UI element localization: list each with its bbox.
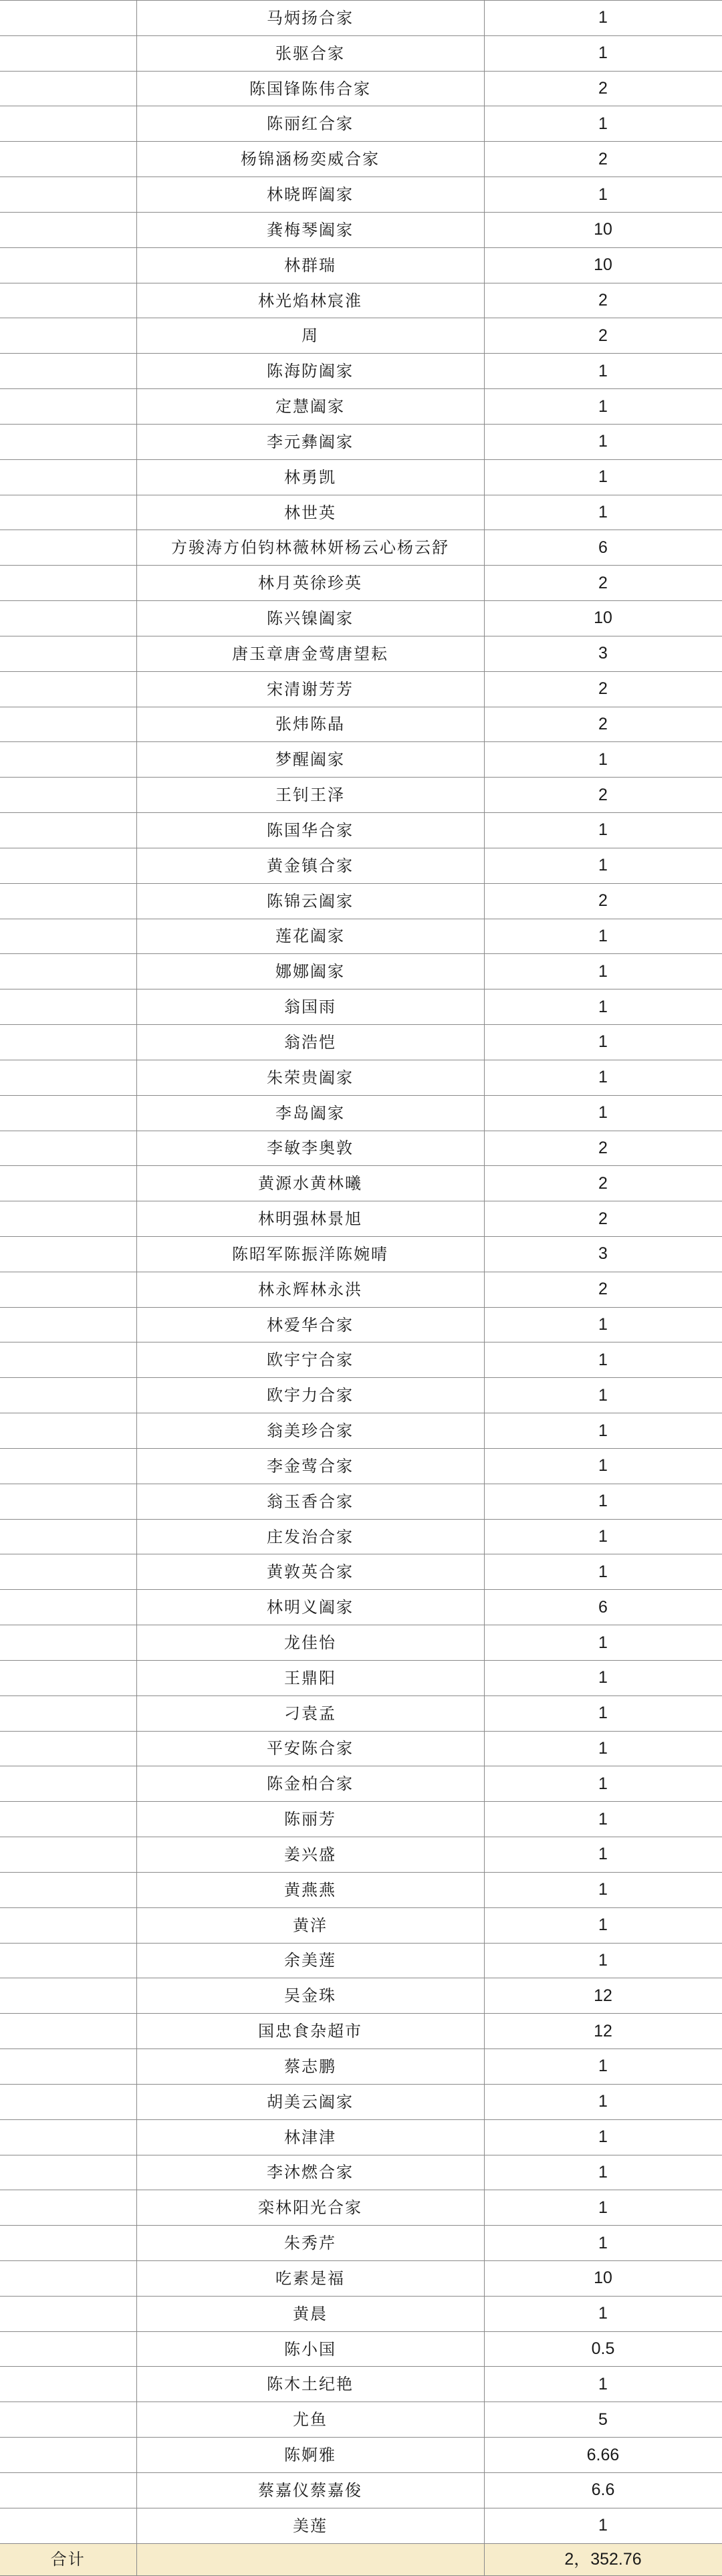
table-row	[0, 2331, 722, 2367]
table-row	[0, 35, 722, 71]
index-cell	[0, 2119, 136, 2155]
donor-name: 朱荣贵阖家	[136, 1060, 484, 1095]
table-row	[0, 354, 722, 389]
donation-amount: 1	[484, 1484, 722, 1519]
table-row	[0, 671, 722, 707]
table-row	[0, 2014, 722, 2049]
donation-amount: 1	[484, 2508, 722, 2543]
donor-name: 张驱合家	[136, 35, 484, 71]
table-row	[0, 566, 722, 601]
index-cell	[0, 1837, 136, 1873]
table-row	[0, 1272, 722, 1307]
donor-name: 林晓晖阖家	[136, 177, 484, 213]
donation-amount: 1	[484, 1837, 722, 1873]
donor-name: 陈婀雅	[136, 2438, 484, 2473]
index-cell	[0, 707, 136, 742]
donor-name: 莲花阖家	[136, 919, 484, 954]
table-row	[0, 212, 722, 247]
table-row	[0, 2190, 722, 2226]
index-cell	[0, 2402, 136, 2438]
donor-name: 宋清谢芳芳	[136, 671, 484, 707]
index-cell	[0, 2331, 136, 2367]
table-row	[0, 530, 722, 566]
table-row	[0, 1625, 722, 1661]
donor-name: 黄洋	[136, 1907, 484, 1943]
table-row	[0, 1095, 722, 1131]
index-cell	[0, 1484, 136, 1519]
table-row	[0, 601, 722, 636]
donor-name: 陈兴镍阖家	[136, 601, 484, 636]
donation-amount: 1	[484, 989, 722, 1025]
table-row	[0, 2508, 722, 2543]
donor-name: 林爱华合家	[136, 1307, 484, 1342]
donor-name: 黄源水黄林曦	[136, 1166, 484, 1201]
donor-name: 林月英徐珍英	[136, 566, 484, 601]
donation-amount: 2	[484, 318, 722, 354]
donor-name: 蔡志鹏	[136, 2049, 484, 2085]
index-cell	[0, 1166, 136, 1201]
index-cell	[0, 2049, 136, 2085]
table-row	[0, 247, 722, 283]
index-cell	[0, 1060, 136, 1095]
donation-amount: 1	[484, 1448, 722, 1484]
table-row	[0, 1448, 722, 1484]
donor-name: 李岛阖家	[136, 1095, 484, 1131]
index-cell	[0, 424, 136, 459]
index-cell	[0, 177, 136, 213]
donation-amount: 1	[484, 742, 722, 778]
donor-name: 林世英	[136, 495, 484, 530]
donor-name: 黄晨	[136, 2296, 484, 2331]
table-row	[0, 707, 722, 742]
donation-amount: 2	[484, 1131, 722, 1166]
table-row	[0, 1872, 722, 1907]
index-cell	[0, 247, 136, 283]
donation-amount: 12	[484, 1978, 722, 2014]
donor-name: 龙佳怡	[136, 1625, 484, 1661]
donation-amount: 1	[484, 1554, 722, 1590]
table-row	[0, 813, 722, 848]
table-row	[0, 1978, 722, 2014]
donation-amount: 1	[484, 1060, 722, 1095]
index-cell	[0, 813, 136, 848]
donor-name: 欧宇力合家	[136, 1378, 484, 1413]
table-row	[0, 1060, 722, 1095]
index-cell	[0, 142, 136, 177]
donor-name: 陈小国	[136, 2331, 484, 2367]
donation-amount: 1	[484, 2190, 722, 2226]
donor-name: 王钊王泽	[136, 778, 484, 813]
index-cell	[0, 283, 136, 318]
table-row	[0, 1201, 722, 1237]
donor-name: 陈昭军陈振洋陈婉晴	[136, 1236, 484, 1272]
donor-name: 马炳扬合家	[136, 1, 484, 36]
table-row	[0, 848, 722, 883]
table-row	[0, 1236, 722, 1272]
donation-amount: 1	[484, 424, 722, 459]
table-row	[0, 1802, 722, 1837]
donor-name: 陈海防阖家	[136, 354, 484, 389]
donor-name: 娜娜阖家	[136, 954, 484, 989]
donation-amount: 1	[484, 35, 722, 71]
donation-amount: 1	[484, 2296, 722, 2331]
index-cell	[0, 2438, 136, 2473]
table-row	[0, 1554, 722, 1590]
table-row	[0, 389, 722, 425]
table-row	[0, 2084, 722, 2119]
table-row	[0, 1695, 722, 1731]
table-row	[0, 2226, 722, 2261]
donor-name: 陈国华合家	[136, 813, 484, 848]
donor-name: 林明义阖家	[136, 1590, 484, 1625]
table-row	[0, 106, 722, 142]
table-row	[0, 71, 722, 106]
donation-amount: 1	[484, 495, 722, 530]
table-row	[0, 919, 722, 954]
donor-name: 庄发治合家	[136, 1519, 484, 1554]
donor-name: 陈国锋陈伟合家	[136, 71, 484, 106]
index-cell	[0, 212, 136, 247]
donor-name: 张炜陈晶	[136, 707, 484, 742]
index-cell	[0, 1307, 136, 1342]
donation-amount: 1	[484, 954, 722, 989]
donation-amount: 1	[484, 354, 722, 389]
donor-name: 李沐燃合家	[136, 2155, 484, 2190]
index-cell	[0, 778, 136, 813]
index-cell	[0, 848, 136, 883]
donation-amount: 1	[484, 1660, 722, 1695]
donor-name: 朱秀芹	[136, 2226, 484, 2261]
donation-amount: 1	[484, 106, 722, 142]
donation-amount: 1	[484, 1766, 722, 1802]
donor-name: 余美莲	[136, 1943, 484, 1978]
donor-name: 黄敦英合家	[136, 1554, 484, 1590]
donor-name: 翁浩恺	[136, 1025, 484, 1060]
total-spacer-cell	[136, 2543, 484, 2575]
table-row	[0, 2261, 722, 2297]
table-row	[0, 1943, 722, 1978]
index-cell	[0, 2226, 136, 2261]
donor-name: 胡美云阖家	[136, 2084, 484, 2119]
index-cell	[0, 1943, 136, 1978]
donation-amount: 2	[484, 778, 722, 813]
donation-amount: 1	[484, 2049, 722, 2085]
table-row	[0, 459, 722, 495]
index-cell	[0, 530, 136, 566]
donation-rows	[0, 1, 722, 2544]
donor-name: 陈丽红合家	[136, 106, 484, 142]
donor-name: 林群瑞	[136, 247, 484, 283]
donation-amount: 2	[484, 142, 722, 177]
index-cell	[0, 989, 136, 1025]
donation-amount: 3	[484, 636, 722, 671]
donation-amount: 2	[484, 883, 722, 919]
index-cell	[0, 1660, 136, 1695]
donation-amount: 1	[484, 1943, 722, 1978]
donation-amount: 1	[484, 1342, 722, 1378]
index-cell	[0, 2155, 136, 2190]
index-cell	[0, 1342, 136, 1378]
donation-amount: 6	[484, 1590, 722, 1625]
index-cell	[0, 1, 136, 36]
donation-amount: 0.5	[484, 2331, 722, 2367]
index-cell	[0, 1872, 136, 1907]
donation-amount: 6.66	[484, 2438, 722, 2473]
index-cell	[0, 1907, 136, 1943]
donor-name: 陈木土纪艳	[136, 2367, 484, 2402]
donation-amount: 1	[484, 1, 722, 36]
donation-amount: 1	[484, 1625, 722, 1661]
table-row	[0, 1307, 722, 1342]
donor-name: 美莲	[136, 2508, 484, 2543]
donor-name: 定慧阖家	[136, 389, 484, 425]
index-cell	[0, 2084, 136, 2119]
donation-amount: 1	[484, 813, 722, 848]
donation-amount: 10	[484, 212, 722, 247]
donation-amount: 1	[484, 2084, 722, 2119]
table-row	[0, 1519, 722, 1554]
index-cell	[0, 354, 136, 389]
donation-amount: 2	[484, 566, 722, 601]
table-row	[0, 1166, 722, 1201]
table-row	[0, 177, 722, 213]
donation-amount: 2	[484, 671, 722, 707]
donor-name: 吃素是福	[136, 2261, 484, 2297]
donation-amount: 1	[484, 1025, 722, 1060]
index-cell	[0, 1978, 136, 2014]
table-row	[0, 636, 722, 671]
table-row	[0, 2119, 722, 2155]
donation-amount: 1	[484, 1872, 722, 1907]
table-row	[0, 1907, 722, 1943]
index-cell	[0, 2190, 136, 2226]
index-cell	[0, 919, 136, 954]
donation-amount: 3	[484, 1236, 722, 1272]
donor-name: 龚梅琴阖家	[136, 212, 484, 247]
donor-name: 林光焰林宸淮	[136, 283, 484, 318]
table-row	[0, 1025, 722, 1060]
donation-amount: 1	[484, 1519, 722, 1554]
index-cell	[0, 566, 136, 601]
table-row	[0, 424, 722, 459]
donation-amount: 2	[484, 1272, 722, 1307]
table-row	[0, 989, 722, 1025]
table-row	[0, 1, 722, 36]
index-cell	[0, 1519, 136, 1554]
index-cell	[0, 71, 136, 106]
donation-amount: 1	[484, 1307, 722, 1342]
donation-amount: 1	[484, 389, 722, 425]
index-cell	[0, 1731, 136, 1766]
index-cell	[0, 883, 136, 919]
donation-amount: 1	[484, 2226, 722, 2261]
index-cell	[0, 1095, 136, 1131]
index-cell	[0, 954, 136, 989]
donor-name: 陈丽芳	[136, 1802, 484, 1837]
index-cell	[0, 636, 136, 671]
donor-name: 陈锦云阖家	[136, 883, 484, 919]
donation-amount: 2	[484, 71, 722, 106]
donor-name: 梦醒阖家	[136, 742, 484, 778]
index-cell	[0, 2296, 136, 2331]
donation-amount: 10	[484, 2261, 722, 2297]
table-row	[0, 2402, 722, 2438]
donor-name: 唐玉章唐金莺唐望耘	[136, 636, 484, 671]
donor-name: 翁国雨	[136, 989, 484, 1025]
donation-amount: 1	[484, 848, 722, 883]
donation-amount: 2	[484, 283, 722, 318]
donation-amount: 10	[484, 601, 722, 636]
donor-name: 林津津	[136, 2119, 484, 2155]
donation-amount: 1	[484, 2367, 722, 2402]
donor-name: 杨锦涵杨奕威合家	[136, 142, 484, 177]
index-cell	[0, 1590, 136, 1625]
index-cell	[0, 495, 136, 530]
index-cell	[0, 389, 136, 425]
index-cell	[0, 1201, 136, 1237]
table-row	[0, 742, 722, 778]
donation-amount: 1	[484, 1802, 722, 1837]
index-cell	[0, 1802, 136, 1837]
donation-amount: 5	[484, 2402, 722, 2438]
table-row	[0, 2438, 722, 2473]
table-row	[0, 283, 722, 318]
table-row	[0, 2367, 722, 2402]
total-row	[0, 2543, 722, 2575]
donation-amount: 1	[484, 1731, 722, 1766]
index-cell	[0, 1695, 136, 1731]
donor-name: 李元彝阖家	[136, 424, 484, 459]
table-row	[0, 1378, 722, 1413]
table-row	[0, 495, 722, 530]
index-cell	[0, 671, 136, 707]
donation-amount: 1	[484, 2119, 722, 2155]
donor-name: 蔡嘉仪蔡嘉俊	[136, 2472, 484, 2508]
donor-name: 李敏李奥敦	[136, 1131, 484, 1166]
table-row	[0, 2155, 722, 2190]
index-cell	[0, 459, 136, 495]
table-row	[0, 1837, 722, 1873]
table-row	[0, 2472, 722, 2508]
donor-name: 李金莺合家	[136, 1448, 484, 1484]
donor-name: 平安陈合家	[136, 1731, 484, 1766]
donation-amount: 1	[484, 1413, 722, 1449]
donor-name: 欧宇宁合家	[136, 1342, 484, 1378]
table-row	[0, 1766, 722, 1802]
table-row	[0, 1484, 722, 1519]
table-row	[0, 778, 722, 813]
donor-name: 林永辉林永洪	[136, 1272, 484, 1307]
donation-amount: 12	[484, 2014, 722, 2049]
donation-amount: 2	[484, 707, 722, 742]
index-cell	[0, 1378, 136, 1413]
donation-amount: 2	[484, 1166, 722, 1201]
donor-name: 姜兴盛	[136, 1837, 484, 1873]
index-cell	[0, 2472, 136, 2508]
table-row	[0, 318, 722, 354]
table-row	[0, 1731, 722, 1766]
index-cell	[0, 1766, 136, 1802]
donation-amount: 1	[484, 1095, 722, 1131]
index-cell	[0, 35, 136, 71]
table-row	[0, 954, 722, 989]
donation-amount: 2	[484, 1201, 722, 1237]
index-cell	[0, 1131, 136, 1166]
total-amount: 2，352.76	[484, 2543, 722, 2575]
donor-name: 陈金柏合家	[136, 1766, 484, 1802]
donation-amount: 1	[484, 1907, 722, 1943]
donation-amount: 10	[484, 247, 722, 283]
donation-amount: 1	[484, 1378, 722, 1413]
index-cell	[0, 601, 136, 636]
donation-amount: 1	[484, 177, 722, 213]
donor-name: 林勇凯	[136, 459, 484, 495]
index-cell	[0, 2508, 136, 2543]
donor-name: 周	[136, 318, 484, 354]
table-row	[0, 1660, 722, 1695]
donor-name: 翁玉香合家	[136, 1484, 484, 1519]
index-cell	[0, 1272, 136, 1307]
table-row	[0, 1342, 722, 1378]
index-cell	[0, 1413, 136, 1449]
index-cell	[0, 106, 136, 142]
donor-name: 国忠食杂超市	[136, 2014, 484, 2049]
donor-name: 尤鱼	[136, 2402, 484, 2438]
index-cell	[0, 742, 136, 778]
index-cell	[0, 1448, 136, 1484]
donation-amount: 6	[484, 530, 722, 566]
table-row	[0, 2049, 722, 2085]
index-cell	[0, 318, 136, 354]
index-cell	[0, 2261, 136, 2297]
table-row	[0, 1590, 722, 1625]
donor-name: 黄燕燕	[136, 1872, 484, 1907]
table-row	[0, 883, 722, 919]
index-cell	[0, 1236, 136, 1272]
table-row	[0, 2296, 722, 2331]
donor-name: 方骏涛方伯钧林薇林妍杨云心杨云舒	[136, 530, 484, 566]
index-cell	[0, 1625, 136, 1661]
donor-name: 刁袁孟	[136, 1695, 484, 1731]
index-cell	[0, 1025, 136, 1060]
donation-amount: 1	[484, 1695, 722, 1731]
donor-name: 黄金镇合家	[136, 848, 484, 883]
total-label: 合计	[0, 2543, 136, 2575]
donor-name: 翁美珍合家	[136, 1413, 484, 1449]
donor-name: 吴金珠	[136, 1978, 484, 2014]
index-cell	[0, 2367, 136, 2402]
donor-name: 王鼎阳	[136, 1660, 484, 1695]
table-row	[0, 1131, 722, 1166]
table-row	[0, 1413, 722, 1449]
donor-name: 栾林阳光合家	[136, 2190, 484, 2226]
donation-amount: 1	[484, 2155, 722, 2190]
donation-amount: 6.6	[484, 2472, 722, 2508]
donor-name: 林明强林景旭	[136, 1201, 484, 1237]
donation-amount: 1	[484, 459, 722, 495]
donation-amount: 1	[484, 919, 722, 954]
table-row	[0, 142, 722, 177]
index-cell	[0, 1554, 136, 1590]
index-cell	[0, 2014, 136, 2049]
